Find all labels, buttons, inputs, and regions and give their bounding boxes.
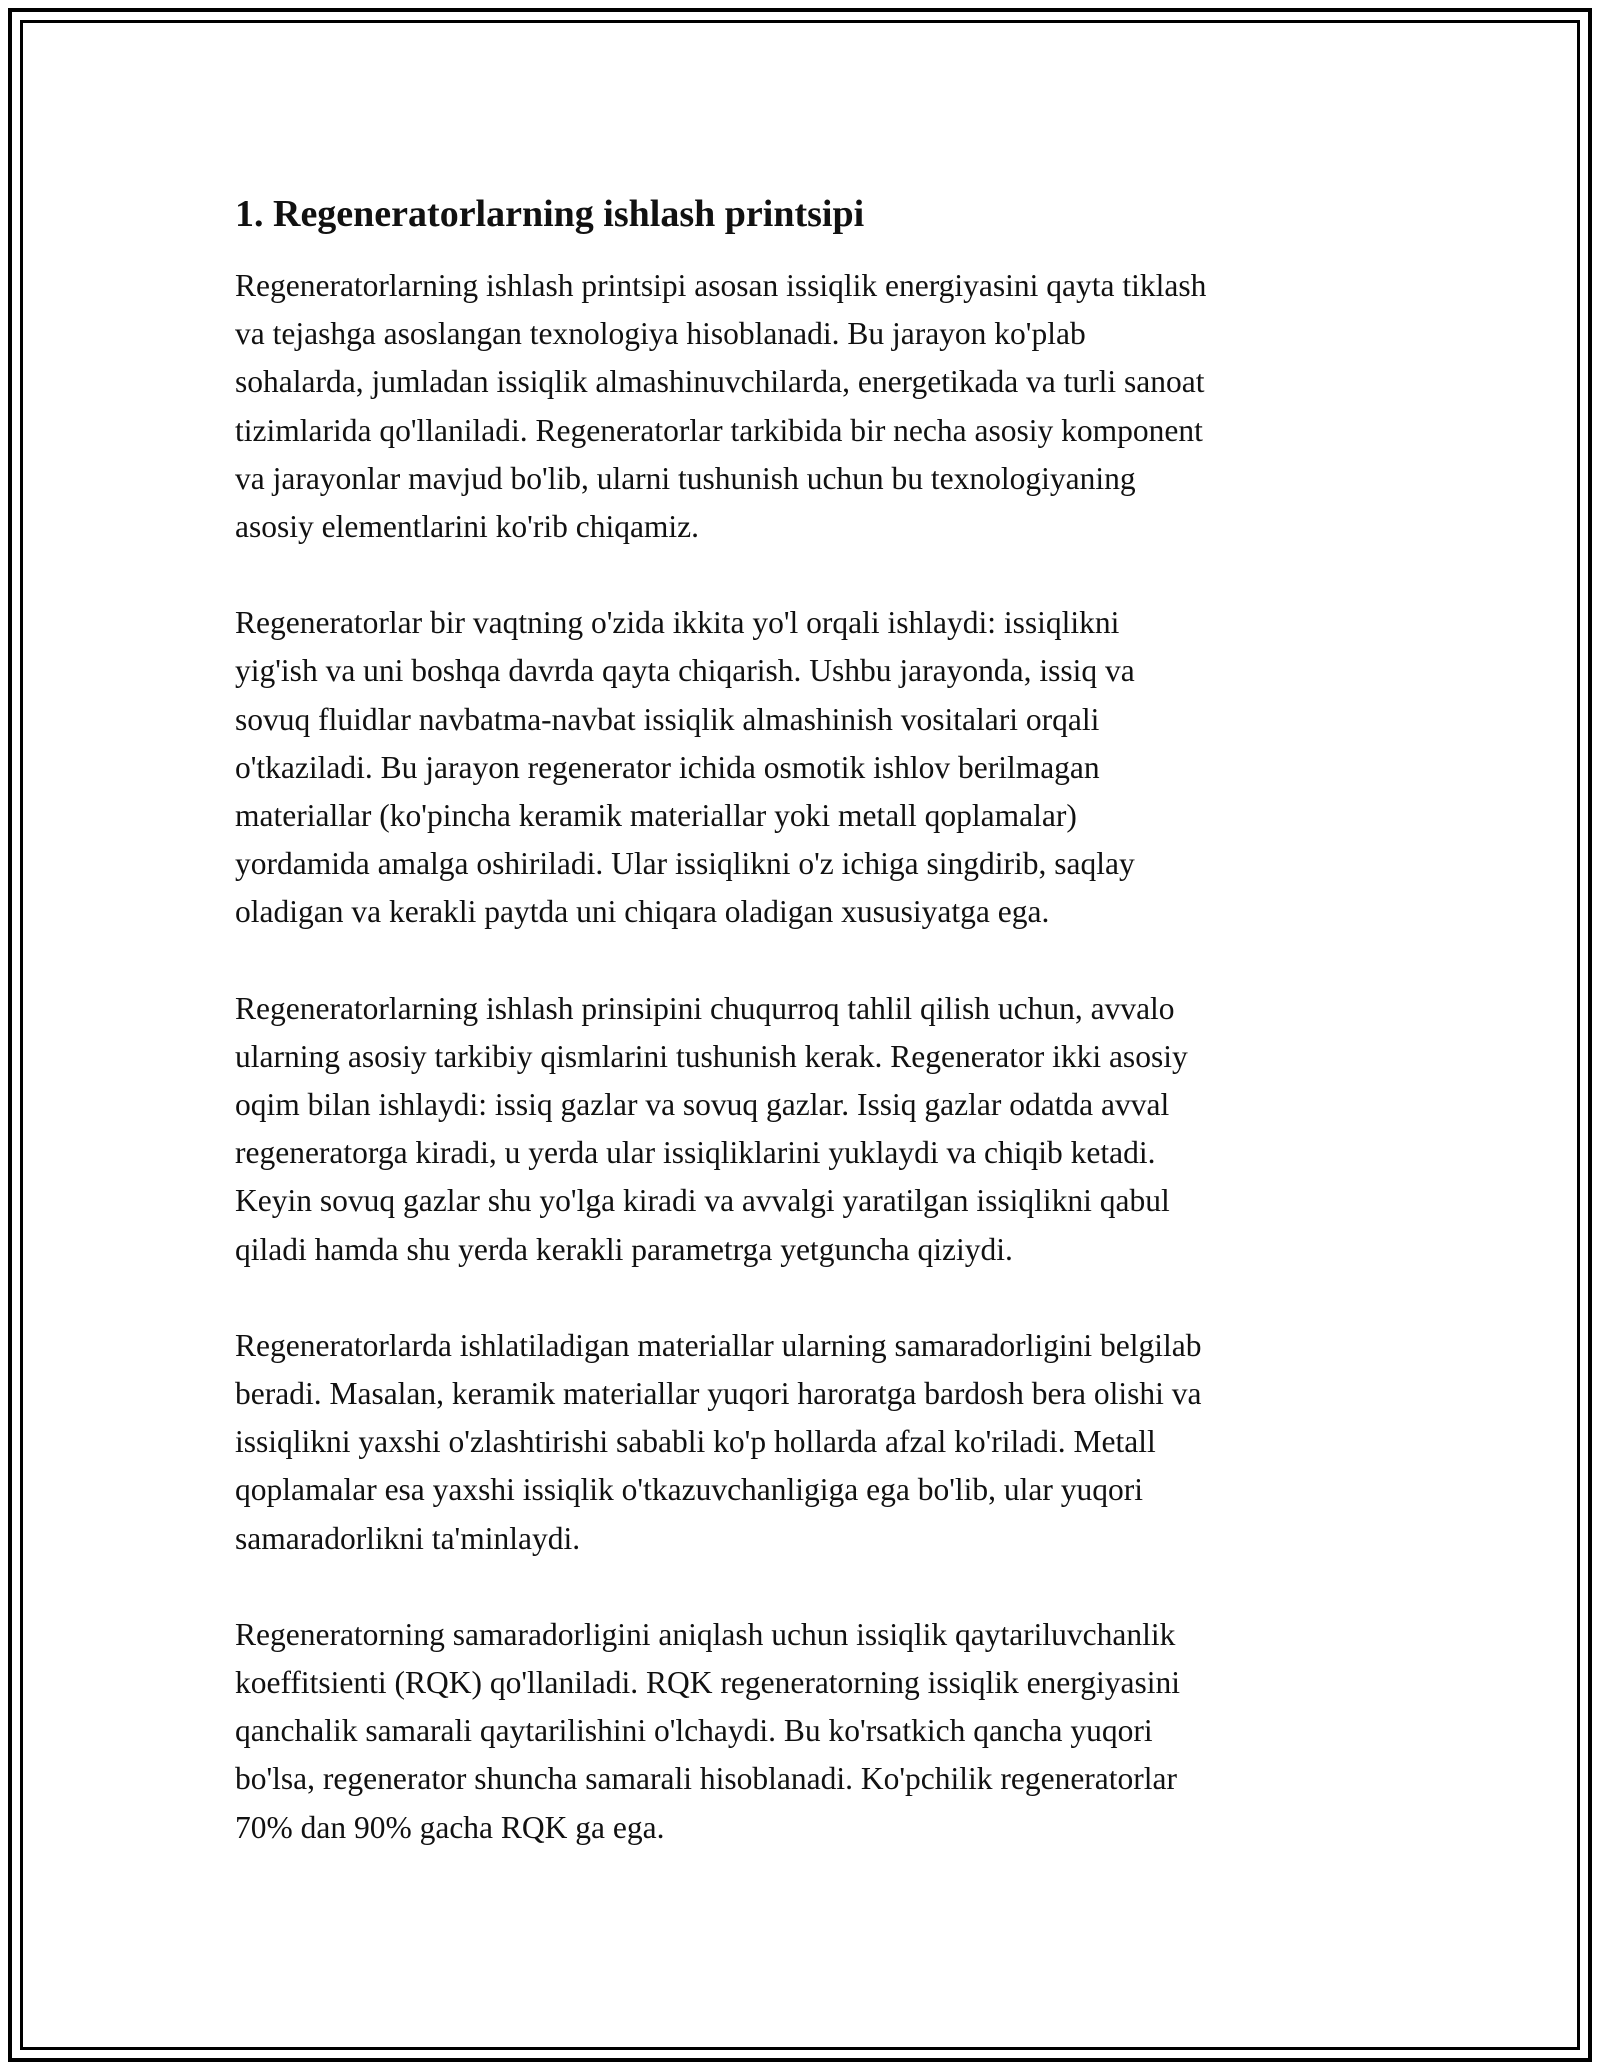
paragraph-5 [235,1611,1375,1852]
section-heading: 1. Regeneratorlarning ishlash printsipi [235,193,865,235]
text-line: va jarayonlar mavjud bo'lib, ularni tushunish uchun bu texnologiyaning [235,460,1136,496]
text-line: regeneratorga kiradi, u yerda ular issiqliklarini yuklaydi va chiqib ketadi. [235,1135,1156,1171]
text-line: yig'ish va uni boshqa davrda qayta chiqarish. Ushbu jarayonda, issiq va [235,653,1135,689]
text-line: Regeneratorlarning ishlash prinsipini chuqurroq tahlil qilish uchun, avvalo [235,990,1175,1026]
text-line: Regeneratorning samaradorligini aniqlash uchun issiqlik qaytariluvchanlik [235,1616,1176,1652]
text-line: koeffitsienti (RQK) qo'llaniladi. RQK regeneratorning issiqlik energiyasini [235,1665,1180,1701]
text-line: va tejashga asoslangan texnologiya hisoblanadi. Bu jarayon ko'plab [235,316,1086,352]
text-line: Keyin sovuq gazlar shu yo'lga kiradi va avvalgi yaratilgan issiqlikni qabul [235,1183,1170,1219]
text-line: bo'lsa, regenerator shuncha samarali hisoblanadi. Ko'pchilik regeneratorlar [235,1761,1177,1797]
document-body [235,188,1375,1900]
text-line: 70% dan 90% gacha RQK ga ega. [235,1809,665,1845]
text-line: oladigan va kerakli paytda uni chiqara oladigan xususiyatga ega. [235,894,1050,930]
paragraph-4 [235,1322,1375,1563]
text-line: materiallar (ko'pincha keramik materiallar yoki metall qoplamalar) [235,798,1077,834]
text-line: sohalarda, jumladan issiqlik almashinuvchilarda, energetikada va turli sanoat [235,364,1205,400]
paragraph-3 [235,985,1375,1274]
paragraph-1 [235,262,1375,551]
text-line: o'tkaziladi. Bu jarayon regenerator ichida osmotik ishlov berilmagan [235,749,1100,785]
text-line: tizimlarida qo'llaniladi. Regeneratorlar tarkibida bir necha asosiy komponent [235,412,1203,448]
text-line: Regeneratorlar bir vaqtning o'zida ikkita yo'l orqali ishlaydi: issiqlikni [235,605,1120,641]
text-line: yordamida amalga oshiriladi. Ular issiqlikni o'z ichiga singdirib, saqlay [235,846,1135,882]
text-line: beradi. Masalan, keramik materiallar yuqori haroratga bardosh bera olishi va [235,1376,1202,1412]
text-line: ularning asosiy tarkibiy qismlarini tushunish kerak. Regenerator ikki asosiy [235,1038,1188,1074]
paragraph-2 [235,599,1375,936]
text-line: Regeneratorlarda ishlatiladigan materiallar ularning samaradorligini belgilab [235,1327,1202,1363]
text-line: qanchalik samarali qaytarilishini o'lchaydi. Bu ko'rsatkich qancha yuqori [235,1713,1153,1749]
text-line: Regeneratorlarning ishlash printsipi asosan issiqlik energiyasini qayta tiklash [235,268,1207,303]
text-line: asosiy elementlarini ko'rib chiqamiz. [235,509,700,545]
text-line: qoplamalar esa yaxshi issiqlik o'tkazuvchanligiga ega bo'lib, ular yuqori [235,1472,1143,1508]
text-line: qiladi hamda shu yerda kerakli parametrga yetguncha qiziydi. [235,1231,1013,1267]
text-line: samaradorlikni ta'minlaydi. [235,1520,581,1556]
text-line: oqim bilan ishlaydi: issiq gazlar va sovuq gazlar. Issiq gazlar odatda avval [235,1087,1170,1123]
text-line: sovuq fluidlar navbatma-navbat issiqlik almashinish vositalari orqali [235,701,1100,737]
text-line: issiqlikni yaxshi o'zlashtirishi sababli ko'p hollarda afzal ko'riladi. Metall [235,1424,1156,1460]
